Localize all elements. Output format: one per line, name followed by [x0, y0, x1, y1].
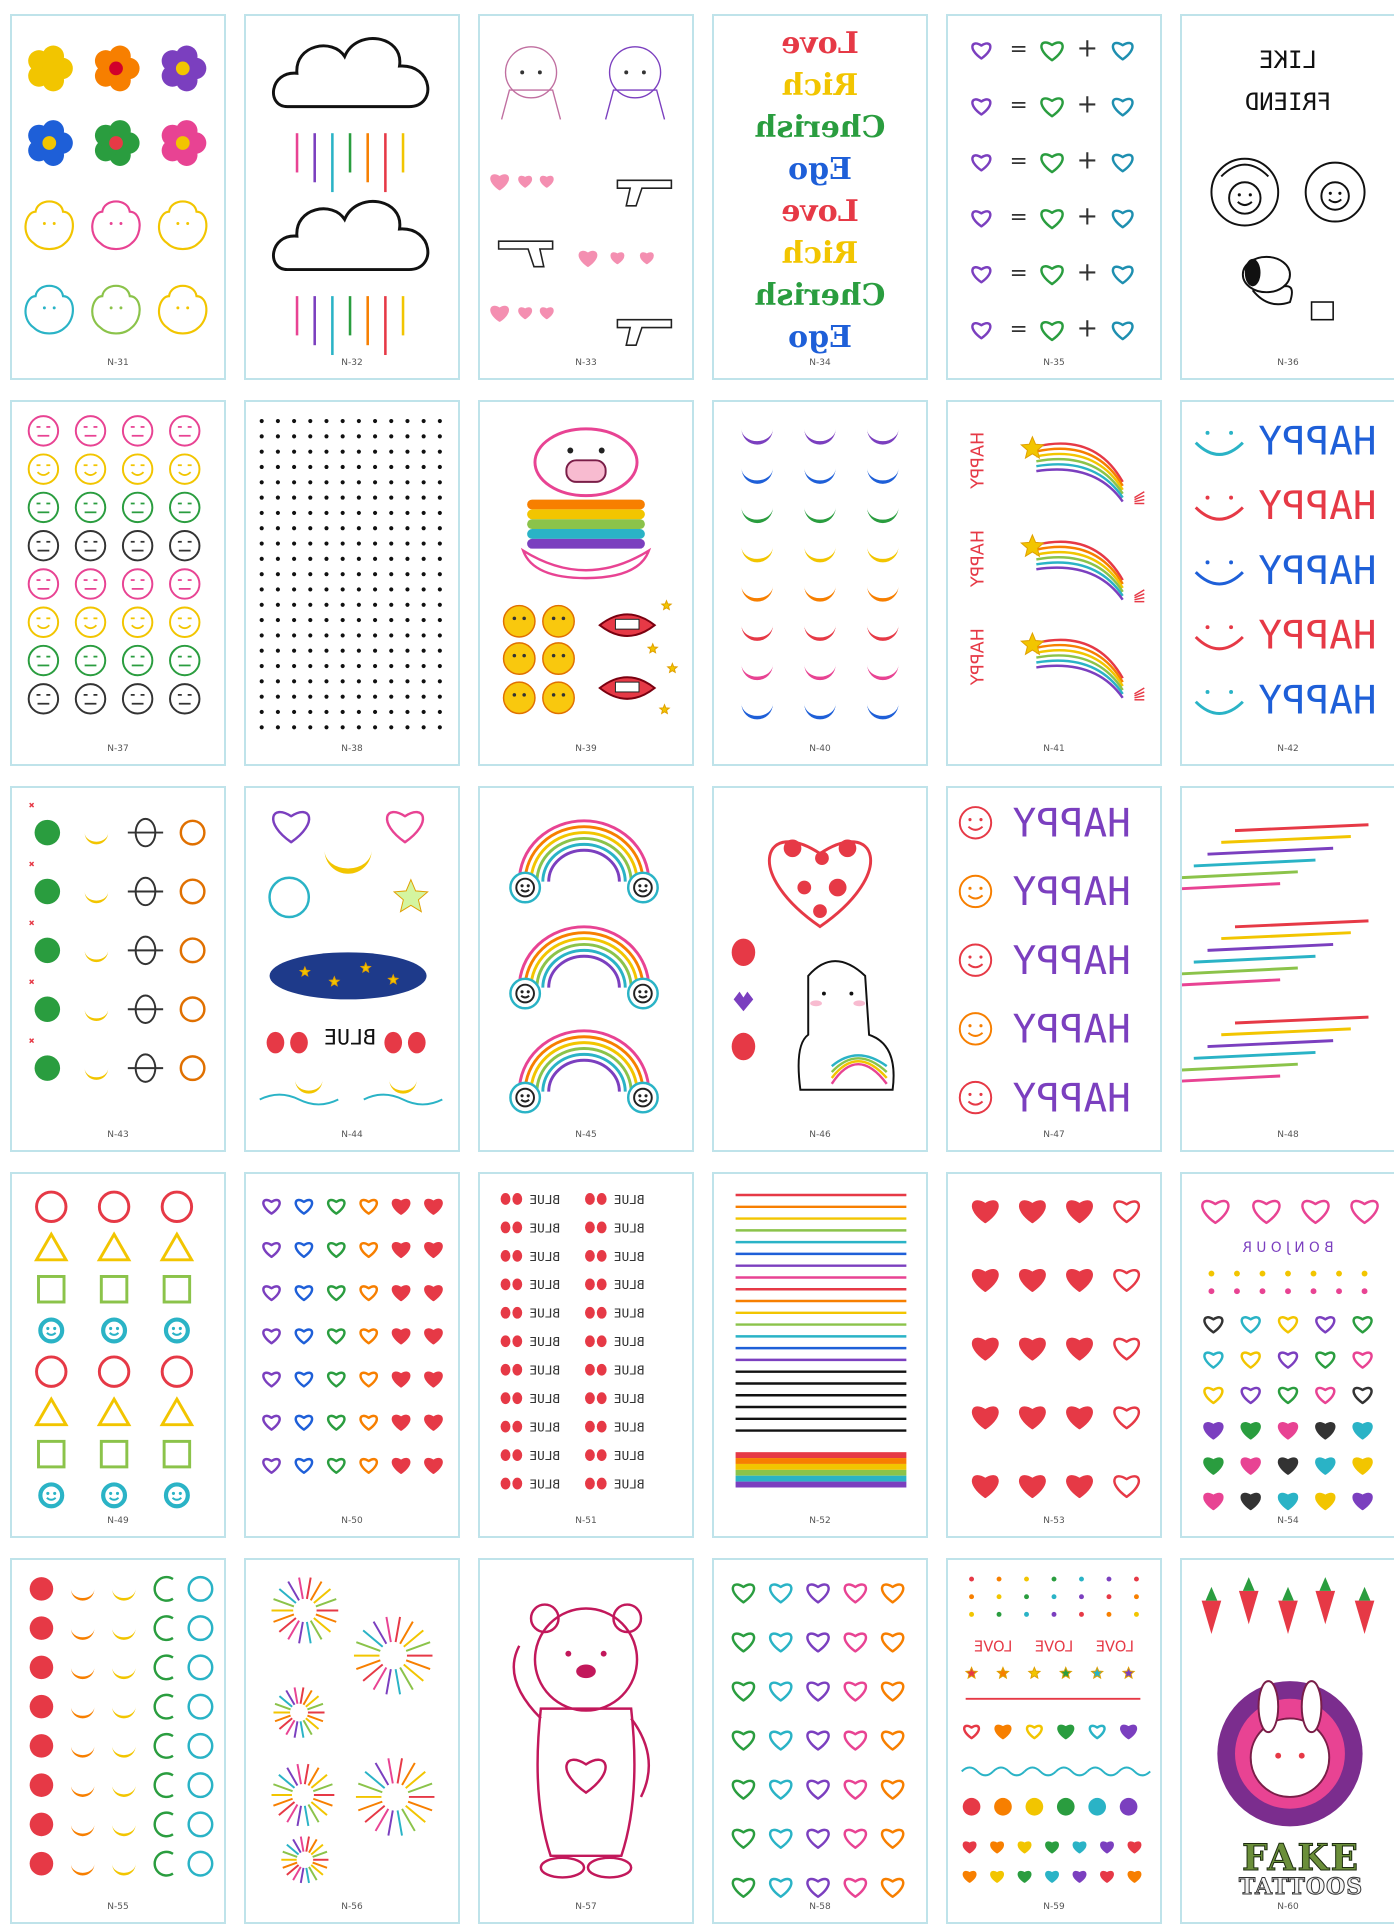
sheet-code: N-59 — [1043, 1902, 1065, 1912]
tattoo-word: LIKE — [1259, 46, 1317, 74]
tattoo-artwork — [1182, 1174, 1394, 1536]
svg-text:BLUE: BLUE — [529, 1392, 561, 1408]
tattoo-sheet — [1180, 1172, 1394, 1538]
svg-text:BLUE: BLUE — [529, 1306, 561, 1322]
svg-text:BLUE: BLUE — [613, 1335, 645, 1351]
svg-text:HAPPY: HAPPY — [1258, 613, 1377, 659]
sheet-code: N-49 — [107, 1516, 129, 1526]
svg-text:BLUE: BLUE — [613, 1278, 645, 1294]
tattoo-artwork — [948, 1560, 1160, 1922]
tattoo-word: Rich — [781, 236, 859, 271]
tattoo-sheet — [1180, 14, 1394, 380]
sheet-code: N-33 — [575, 358, 597, 368]
svg-text:BLUE: BLUE — [529, 1221, 561, 1237]
svg-text:HAPPY: HAPPY — [1012, 870, 1131, 916]
tattoo-artwork — [714, 1174, 926, 1536]
tattoo-sheet — [478, 1558, 694, 1924]
tattoo-artwork — [714, 788, 926, 1150]
tattoo-artwork — [948, 402, 1160, 764]
tattoo-sheet — [712, 14, 928, 380]
tattoo-artwork — [948, 788, 1160, 1150]
tattoo-sheet — [10, 1172, 226, 1538]
tattoo-artwork — [948, 1174, 1160, 1536]
tattoo-artwork — [480, 788, 692, 1150]
svg-text:B O N J O U R: B O N J O U R — [1242, 1239, 1334, 1256]
sheet-code: N-54 — [1277, 1516, 1299, 1526]
svg-text:BLUE: BLUE — [613, 1420, 645, 1436]
tattoo-sheet — [478, 14, 694, 380]
tattoo-sheet — [946, 1172, 1162, 1538]
svg-text:HAPPY: HAPPY — [968, 529, 989, 587]
svg-text:=: = — [1009, 36, 1028, 62]
tattoo-sheet — [10, 400, 226, 766]
svg-text:=: = — [1009, 148, 1028, 174]
sheet-code: N-60 — [1277, 1902, 1299, 1912]
svg-text:BLUE: BLUE — [613, 1392, 645, 1408]
tattoo-sheet — [1180, 400, 1394, 766]
sheet-code: N-55 — [107, 1902, 129, 1912]
svg-text:BLUE: BLUE — [613, 1363, 645, 1379]
svg-text:BLUE: BLUE — [529, 1278, 561, 1294]
tattoo-artwork — [714, 1560, 926, 1922]
tattoo-artwork — [480, 1560, 692, 1922]
tattoo-word: Cherish — [754, 278, 886, 313]
tattoo-word: Love — [781, 194, 859, 229]
tattoo-artwork — [480, 16, 692, 378]
svg-text:HAPPY: HAPPY — [1258, 484, 1377, 530]
tattoo-word: Rich — [781, 68, 859, 103]
svg-text:BLUE: BLUE — [613, 1221, 645, 1237]
svg-text:HAPPY: HAPPY — [1012, 801, 1131, 847]
tattoo-sheet — [244, 1558, 460, 1924]
tattoo-artwork — [1182, 402, 1394, 764]
tattoo-sheet — [244, 1172, 460, 1538]
tattoo-word: Cherish — [754, 110, 886, 145]
tattoo-sheet — [712, 1558, 928, 1924]
svg-text:BLUE: BLUE — [529, 1335, 561, 1351]
tattoo-artwork — [12, 788, 224, 1150]
svg-text:+: + — [1076, 145, 1099, 176]
svg-text:HAPPY: HAPPY — [968, 431, 989, 489]
watermark-tattoos: TATTOOS — [1238, 1874, 1364, 1900]
svg-text:+: + — [1076, 33, 1099, 64]
tattoo-artwork — [714, 402, 926, 764]
tattoo-artwork — [480, 402, 692, 764]
svg-text:BLUE: BLUE — [613, 1477, 645, 1493]
sheet-code: N-34 — [809, 358, 831, 368]
tattoo-artwork — [1182, 788, 1394, 1150]
svg-text:BLUE: BLUE — [613, 1249, 645, 1265]
sheet-code: N-39 — [575, 744, 597, 754]
tattoo-sheet — [712, 786, 928, 1152]
watermark-fake: FAKE — [1241, 1837, 1361, 1879]
svg-text:BLUE: BLUE — [324, 1025, 377, 1051]
svg-text:LOVE: LOVE — [973, 1638, 1013, 1656]
svg-text:BLUE: BLUE — [529, 1477, 561, 1493]
svg-text:+: + — [1076, 201, 1099, 232]
tattoo-sheet — [244, 400, 460, 766]
tattoo-sheet — [946, 14, 1162, 380]
svg-text:BLUE: BLUE — [529, 1192, 561, 1208]
tattoo-sheet — [1180, 1558, 1394, 1924]
tattoo-sheet — [478, 1172, 694, 1538]
tattoo-artwork — [246, 1174, 458, 1536]
sheet-code: N-56 — [341, 1902, 363, 1912]
svg-text:BLUE: BLUE — [529, 1363, 561, 1379]
sheet-code: N-48 — [1277, 1130, 1299, 1140]
sheet-code: N-41 — [1043, 744, 1065, 754]
sheet-code: N-35 — [1043, 358, 1065, 368]
sheet-code: N-53 — [1043, 1516, 1065, 1526]
svg-text:HAPPY: HAPPY — [1012, 938, 1131, 984]
svg-text:BLUE: BLUE — [613, 1449, 645, 1465]
svg-text:+: + — [1076, 89, 1099, 120]
tattoo-sheet — [478, 400, 694, 766]
svg-text:HAPPY: HAPPY — [1012, 1007, 1131, 1053]
svg-text:BLUE: BLUE — [613, 1306, 645, 1322]
sheet-code: N-45 — [575, 1130, 597, 1140]
svg-text:BLUE: BLUE — [529, 1249, 561, 1265]
svg-text:LOVE: LOVE — [1095, 1638, 1135, 1656]
tattoo-artwork — [480, 1174, 692, 1536]
sheet-code: N-38 — [341, 744, 363, 754]
sheet-code: N-46 — [809, 1130, 831, 1140]
svg-text:BLUE: BLUE — [529, 1449, 561, 1465]
tattoo-artwork — [12, 1174, 224, 1536]
tattoo-word: Love — [781, 26, 859, 61]
tattoo-artwork — [12, 1560, 224, 1922]
sheet-code: N-50 — [341, 1516, 363, 1526]
svg-text:=: = — [1009, 316, 1028, 342]
svg-text:+: + — [1076, 313, 1099, 344]
sheet-code: N-57 — [575, 1902, 597, 1912]
tattoo-artwork — [246, 16, 458, 378]
tattoo-word: Ego — [788, 152, 852, 187]
sheet-code: N-42 — [1277, 744, 1299, 754]
fake-tattoos-watermark — [1212, 1837, 1390, 1900]
tattoo-artwork — [948, 16, 1160, 378]
tattoo-sheet — [1180, 786, 1394, 1152]
svg-text:HAPPY: HAPPY — [1258, 548, 1377, 594]
tattoo-word: FRIEND — [1244, 88, 1332, 116]
tattoo-sheet — [244, 14, 460, 380]
tattoo-sheet — [10, 14, 226, 380]
svg-text:=: = — [1009, 260, 1028, 286]
svg-text:HAPPY: HAPPY — [968, 628, 989, 686]
svg-text:=: = — [1009, 204, 1028, 230]
tattoo-artwork — [246, 788, 458, 1150]
svg-text:+: + — [1076, 257, 1099, 288]
tattoo-sheet — [10, 1558, 226, 1924]
tattoo-sheet — [10, 786, 226, 1152]
tattoo-artwork — [246, 1560, 458, 1922]
svg-text:BLUE: BLUE — [529, 1420, 561, 1436]
tattoo-sheet — [712, 1172, 928, 1538]
svg-text:HAPPY: HAPPY — [1012, 1076, 1131, 1122]
sheet-code: N-40 — [809, 744, 831, 754]
tattoo-sheet — [946, 786, 1162, 1152]
svg-text:LOVE: LOVE — [1034, 1638, 1074, 1656]
tattoo-artwork — [246, 402, 458, 764]
sheet-code: N-44 — [341, 1130, 363, 1140]
tattoo-artwork — [12, 402, 224, 764]
sheet-code: N-51 — [575, 1516, 597, 1526]
tattoo-sheet — [244, 786, 460, 1152]
svg-text:HAPPY: HAPPY — [1258, 419, 1377, 465]
tattoo-sheet — [946, 400, 1162, 766]
sheet-code: N-32 — [341, 358, 363, 368]
sheet-code: N-52 — [809, 1516, 831, 1526]
sheet-code: N-31 — [107, 358, 129, 368]
sheet-code: N-47 — [1043, 1130, 1065, 1140]
sheet-code: N-37 — [107, 744, 129, 754]
svg-text:BLUE: BLUE — [613, 1192, 645, 1208]
tattoo-sheet — [946, 1558, 1162, 1924]
sheet-code: N-36 — [1277, 358, 1299, 368]
sheet-code: N-43 — [107, 1130, 129, 1140]
tattoo-word: Ego — [788, 320, 852, 355]
tattoo-sheet — [478, 786, 694, 1152]
svg-text:HAPPY: HAPPY — [1258, 678, 1377, 724]
tattoo-artwork — [12, 16, 224, 378]
svg-text:=: = — [1009, 92, 1028, 118]
tattoo-sheet — [712, 400, 928, 766]
sheet-code: N-58 — [809, 1902, 831, 1912]
